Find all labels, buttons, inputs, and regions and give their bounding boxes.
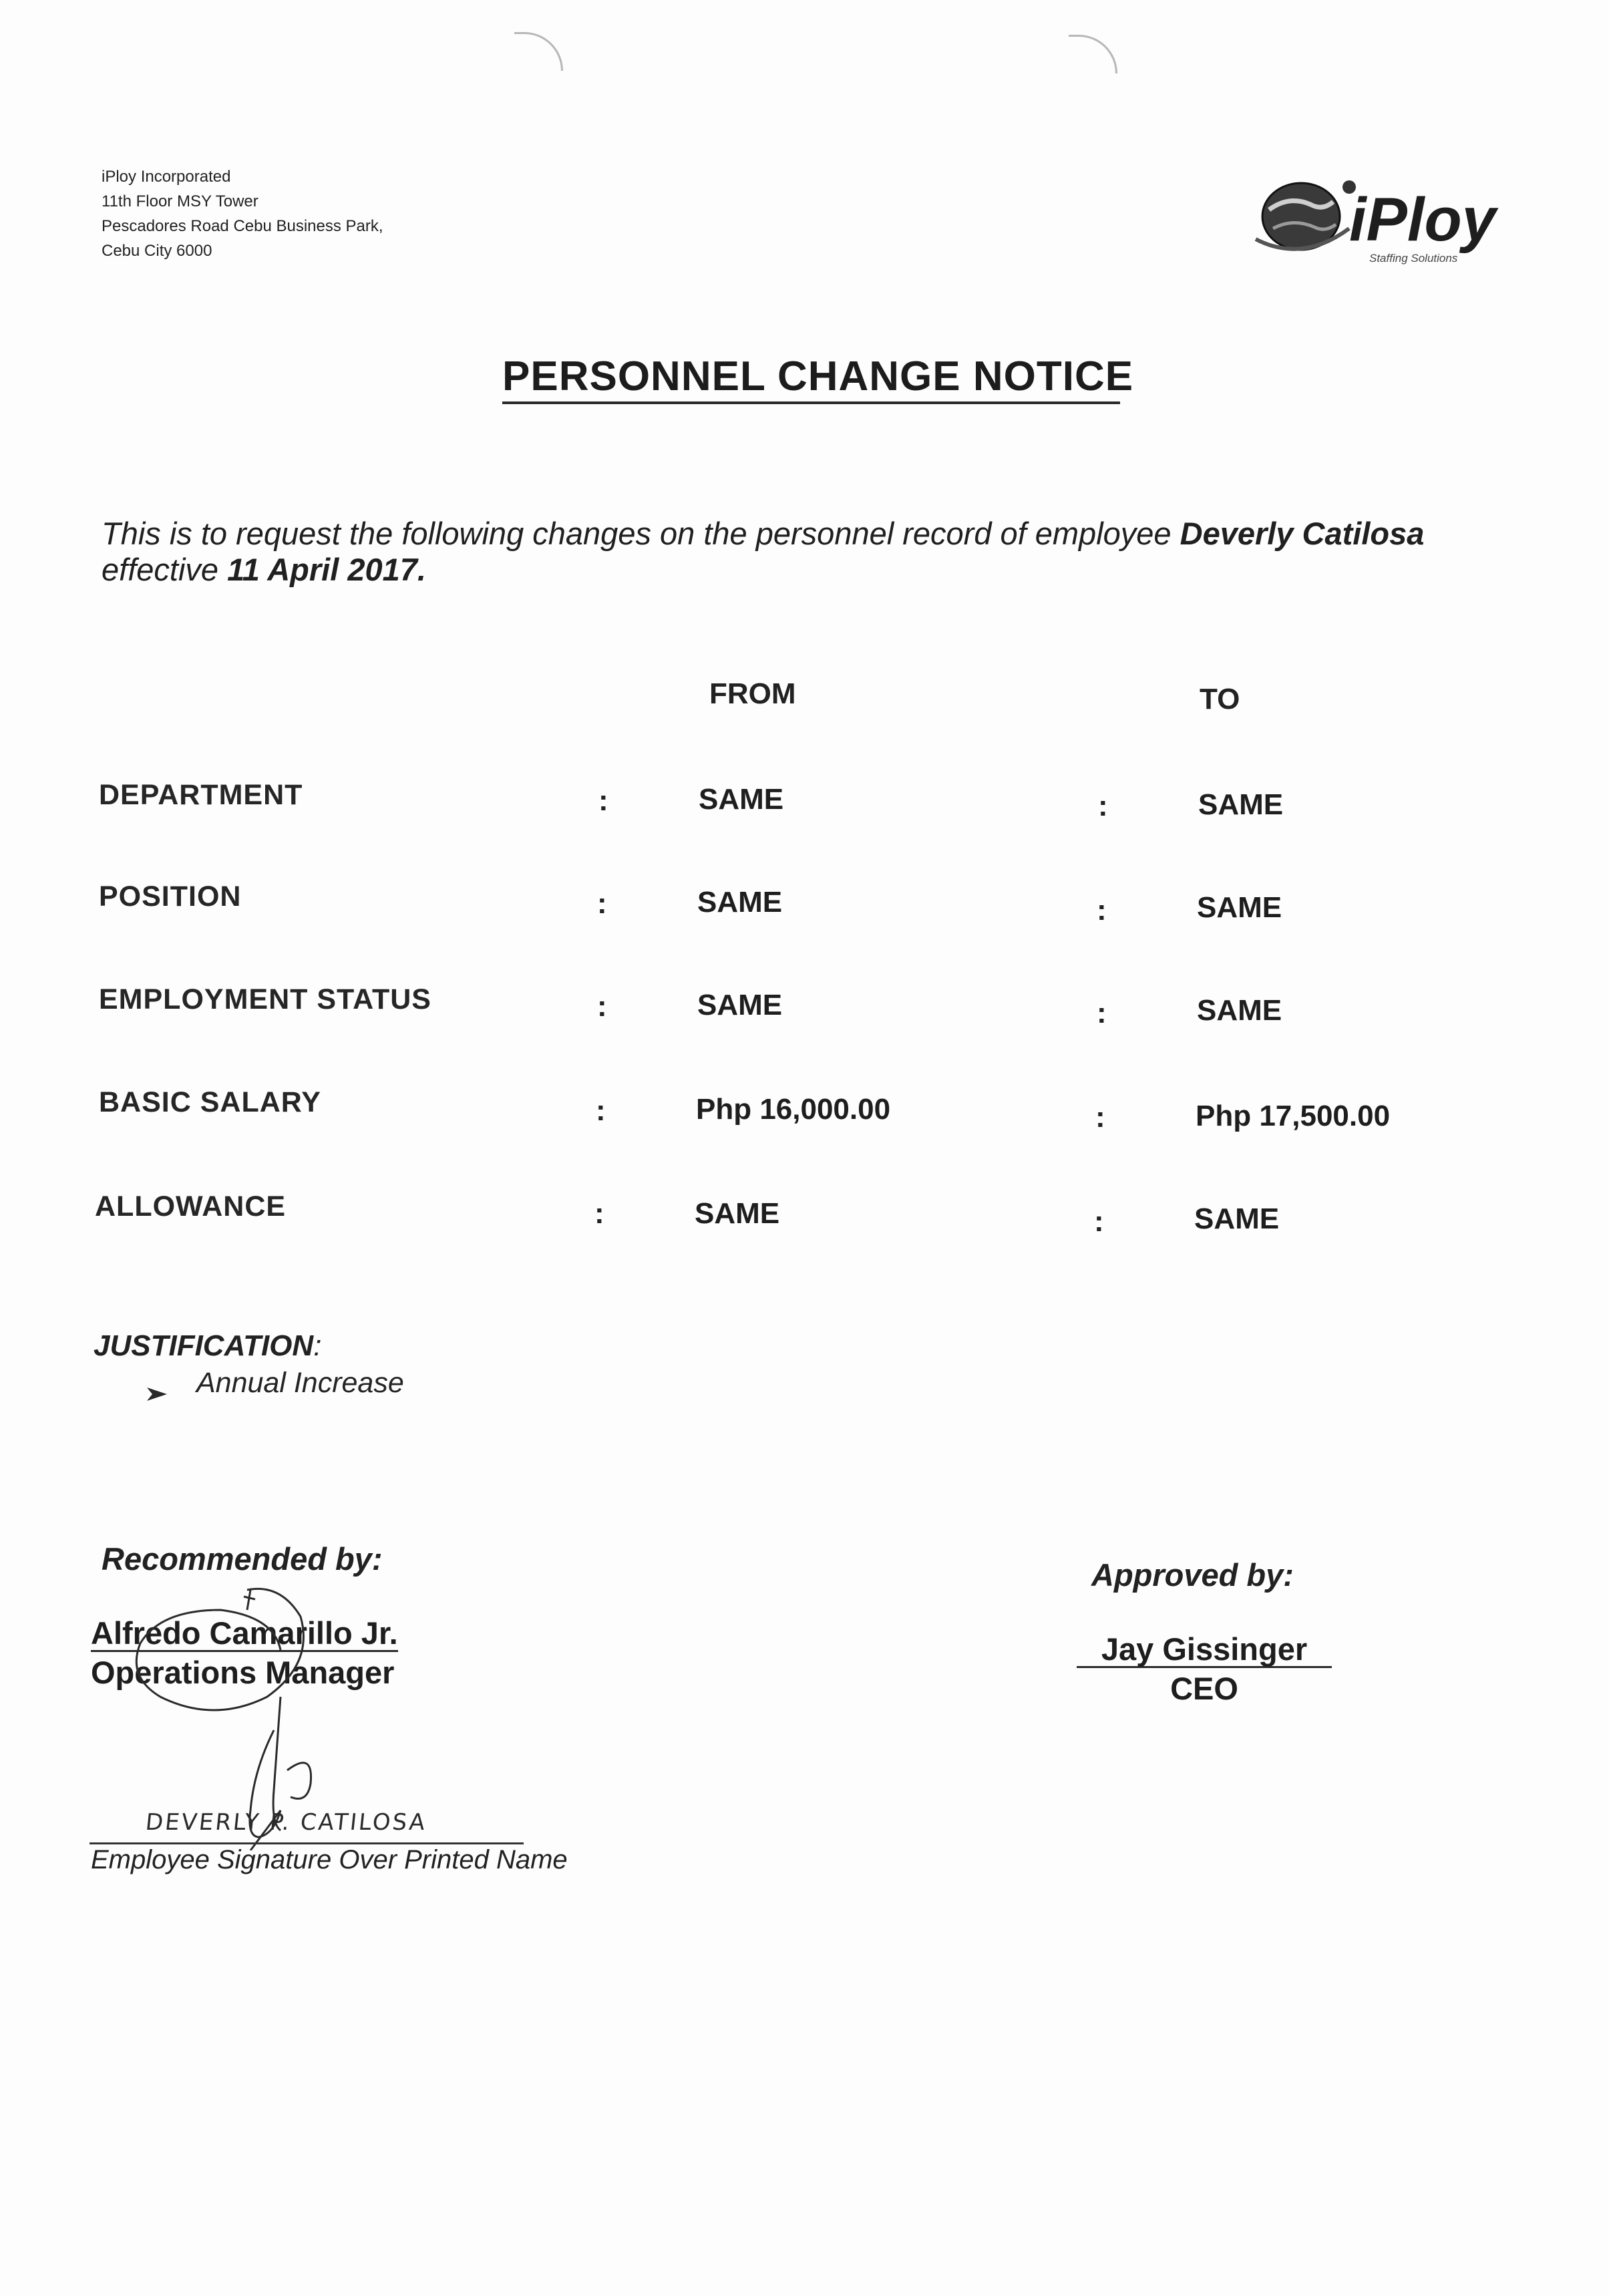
employee-signature-label: Employee Signature Over Printed Name bbox=[91, 1845, 568, 1874]
intro-text: This is to request the following changes on the personnel record of employee bbox=[102, 516, 1180, 551]
approved-by-label: Approved by: bbox=[1091, 1557, 1294, 1593]
justification-label-text: JUSTIFICATION bbox=[94, 1329, 314, 1362]
row-separator: : bbox=[1097, 894, 1107, 927]
address-line: iPloy Incorporated bbox=[102, 168, 231, 186]
justification-item-text: Annual Increase bbox=[196, 1367, 404, 1399]
department-to-value: SAME bbox=[1198, 788, 1284, 821]
employee-handwritten-name: DEVERLY P. CATILOSA bbox=[144, 1809, 429, 1836]
page-title: PERSONNEL CHANGE NOTICE bbox=[502, 353, 1120, 404]
row-label-employment-status: EMPLOYMENT STATUS bbox=[99, 983, 431, 1015]
justification-item bbox=[146, 1367, 404, 1400]
justification-colon: : bbox=[313, 1329, 322, 1362]
employment-status-to-value: SAME bbox=[1197, 994, 1282, 1027]
row-separator: : bbox=[1098, 790, 1108, 822]
globe-icon bbox=[1256, 180, 1356, 250]
row-separator: : bbox=[598, 784, 608, 817]
row-separator: : bbox=[597, 887, 607, 920]
intro-line-1 bbox=[102, 516, 1531, 552]
company-address bbox=[102, 164, 383, 263]
row-label-allowance: ALLOWANCE bbox=[95, 1190, 287, 1222]
address-line: Pescadores Road Cebu Business Park, bbox=[102, 217, 383, 235]
logo-wordmark: iPloy bbox=[1349, 186, 1496, 254]
allowance-from-value: SAME bbox=[695, 1197, 780, 1230]
intro-line-2 bbox=[102, 552, 1531, 588]
basic-salary-from-value: Php 16,000.00 bbox=[696, 1093, 891, 1126]
row-separator: : bbox=[596, 1094, 606, 1127]
recommended-by-title: Operations Manager bbox=[91, 1655, 395, 1690]
scan-mark bbox=[1069, 35, 1117, 73]
arrow-bullet-icon bbox=[146, 1377, 168, 1393]
recommended-by-name: Alfredo Camarillo Jr. bbox=[91, 1615, 398, 1651]
row-separator: : bbox=[1095, 1101, 1105, 1134]
basic-salary-to-value: Php 17,500.00 bbox=[1196, 1100, 1391, 1132]
justification-label bbox=[94, 1329, 321, 1363]
recommended-by-label: Recommended by: bbox=[102, 1541, 383, 1577]
row-label-basic-salary: BASIC SALARY bbox=[99, 1086, 321, 1118]
intro-text: effective bbox=[102, 552, 228, 587]
row-label-position: POSITION bbox=[99, 880, 242, 913]
department-from-value: SAME bbox=[699, 783, 784, 816]
company-logo bbox=[1249, 175, 1523, 275]
logo-tagline: Staffing Solutions bbox=[1369, 252, 1458, 265]
handwritten-signature bbox=[80, 1570, 454, 1850]
row-label-department: DEPARTMENT bbox=[99, 779, 303, 811]
row-separator: : bbox=[594, 1197, 604, 1230]
row-separator: : bbox=[1097, 997, 1107, 1029]
intro-paragraph bbox=[102, 516, 1531, 588]
employee-name: Deverly Catilosa bbox=[1180, 516, 1425, 551]
from-header: FROM bbox=[709, 677, 796, 710]
employment-status-from-value: SAME bbox=[697, 989, 783, 1021]
address-line: Cebu City 6000 bbox=[102, 242, 212, 260]
approved-by-title: CEO bbox=[1170, 1671, 1238, 1706]
position-to-value: SAME bbox=[1197, 891, 1282, 924]
position-from-value: SAME bbox=[697, 886, 783, 919]
approved-by-name: Jay Gissinger bbox=[1077, 1633, 1332, 1668]
address-line: 11th Floor MSY Tower bbox=[102, 192, 258, 210]
row-separator: : bbox=[597, 990, 607, 1023]
allowance-to-value: SAME bbox=[1194, 1202, 1280, 1235]
scan-mark bbox=[514, 32, 563, 71]
employee-signature-line bbox=[90, 1842, 524, 1844]
row-separator: : bbox=[1094, 1205, 1104, 1238]
effective-date: 11 April 2017. bbox=[227, 552, 426, 587]
to-header: TO bbox=[1200, 683, 1240, 715]
